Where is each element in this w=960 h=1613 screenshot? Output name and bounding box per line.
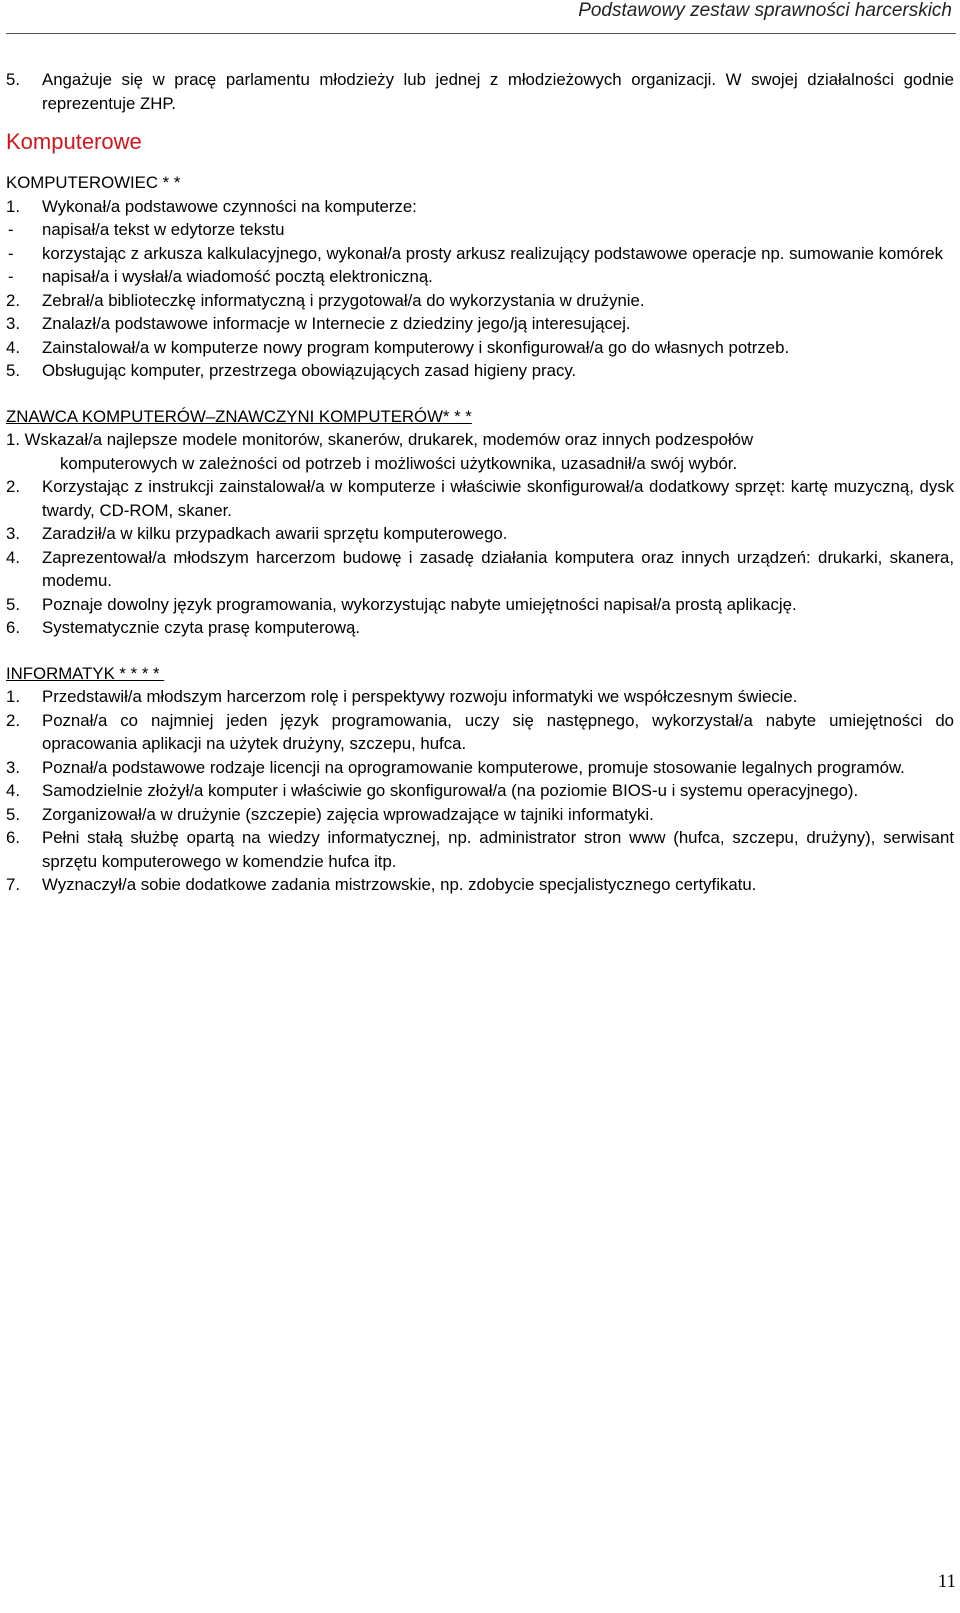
list-item (6, 546, 954, 593)
sub-list-item (6, 218, 954, 242)
item-text: Poznał/a co najmniej jeden język programowania, uczy się następnego, wykorzystał/a nabyte umiejętności do opracowania aplikacji na użytek drużyny, szczepu, hufca. (42, 710, 954, 753)
item-number: 5. (6, 361, 20, 380)
item-number: 5. (6, 804, 20, 824)
item-number: 3. (6, 757, 20, 777)
item-text: Przedstawił/a młodszym harcerzom rolę i perspektywy rozwoju informatyki we współczesnym świecie. (42, 687, 798, 706)
item-text: Poznaje dowolny język programowania, wykorzystując nabyte umiejętności napisał/a prostą aplikację. (42, 594, 797, 614)
item-text: Zainstalował/a w komputerze nowy program komputerowy i skonfigurował/a go do własnych potrzeb. (42, 337, 790, 357)
item-number: 6. (6, 828, 20, 847)
item-number: 6. (6, 618, 20, 637)
list-item (6, 779, 954, 803)
badge-title-informatyk: INFORMATYK * * * * (6, 663, 165, 683)
list-item (6, 756, 954, 780)
list-item (6, 616, 954, 640)
list-item (6, 475, 954, 522)
sub-item-text: korzystając z arkusza kalkulacyjnego, wykonał/a prosty arkusz realizujący podstawowe operacje np. sumowanie komórek (42, 243, 944, 263)
item-number: 3. (6, 314, 20, 333)
dash-bullet: - (8, 243, 14, 263)
list-item: 1. Wskazał/a najlepsze modele monitorów, skanerów, drukarek, modemów oraz innych podzespołów (6, 430, 754, 449)
item-text: Pełni stałą służbę opartą na wiedzy informatycznej, np. administrator stron www (hufca, szczepu, drużyny), serwisant sprzętu komputerowego w komendzie hufca itp. (42, 828, 954, 871)
page-number: 11 (937, 1571, 956, 1592)
badge-title-komputerowiec: KOMPUTEROWIEC * * (6, 173, 181, 192)
section-title: Komputerowe (6, 129, 142, 154)
item-number: 2. (6, 710, 20, 730)
item-text: Wykonał/a podstawowe czynności na komputerze: (42, 196, 417, 216)
sub-list-item (6, 242, 954, 266)
item-text: Poznał/a podstawowe rodzaje licencji na oprogramowanie komputerowe, promuje stosowanie legalnych programów. (42, 757, 905, 777)
item-number: 4. (6, 337, 20, 357)
list-item (6, 709, 954, 756)
badge-title-znawca: ZNAWCA KOMPUTERÓW–ZNAWCZYNI KOMPUTERÓW* * * (6, 406, 472, 426)
item-number: 4. (6, 547, 20, 567)
item-text: Samodzielnie złożył/a komputer i właściwie go skonfigurował/a (na poziomie BIOS-u i systemu operacyjnego). (42, 781, 859, 800)
list-item (6, 593, 954, 617)
list-item (6, 873, 954, 897)
list-item (6, 685, 954, 709)
running-header: Podstawowy zestaw sprawności harcerskich (578, 0, 952, 21)
list-item (6, 826, 954, 873)
item-number: 5. (6, 594, 20, 614)
item-number: 4. (6, 781, 20, 800)
item-text: Korzystając z instrukcji zainstalował/a w komputerze i właściwie skonfigurował/a dodatkowy sprzęt: kartę muzyczną, dysk twardy, CD-ROM, skaner. (42, 477, 954, 520)
item-text: Zaradził/a w kilku przypadkach awarii sprzętu komputerowego. (42, 524, 508, 543)
list-item (6, 359, 954, 383)
item-text: Wyznaczył/a sobie dodatkowe zadania mistrzowskie, np. zdobycie specjalistycznego certyfikatu. (42, 875, 757, 894)
item-text: Angażuje się w pracę parlamentu młodzieży lub jednej z młodzieżowych organizacji. W swojej działalności godnie reprezentuje ZHP. (42, 70, 954, 113)
item-text: Zebrał/a biblioteczkę informatyczną i przygotował/a do wykorzystania w drużynie. (42, 290, 645, 310)
dash-bullet: - (8, 267, 14, 286)
list-item (6, 803, 954, 827)
item-text: Obsługując komputer, przestrzega obowiązujących zasad higieny pracy. (42, 361, 577, 380)
list-item (6, 312, 954, 336)
item-text: Znalazł/a podstawowe informacje w Internecie z dziedziny jego/ją interesującej. (42, 314, 631, 333)
item-text: Zorganizował/a w drużynie (szczepie) zajęcia wprowadzające w tajniki informatyki. (42, 804, 654, 824)
list-item-continuation: komputerowych w zależności od potrzeb i możliwości użytkownika, uzasadnił/a swój wybór. (60, 453, 738, 473)
item-number: 2. (6, 290, 20, 310)
item-number: 1. (6, 196, 20, 216)
intro-item (6, 68, 954, 115)
header-rule (6, 33, 956, 34)
item-text: Zaprezentował/a młodszym harcerzom budowę i zasadę działania komputera oraz innych urządzeń: drukarki, skanera, modemu. (42, 547, 954, 590)
dash-bullet: - (8, 220, 14, 239)
item-number: 3. (6, 524, 20, 543)
item-number: 2. (6, 477, 20, 496)
list-item (6, 522, 954, 546)
item-text: Systematycznie czyta prasę komputerową. (42, 618, 361, 637)
sub-item-text: napisał/a i wysłał/a wiadomość pocztą elektroniczną. (42, 267, 433, 286)
list-item (6, 336, 954, 360)
sub-item-text: napisał/a tekst w edytorze tekstu (42, 220, 285, 239)
item-number: 5. (6, 70, 20, 89)
item-number: 7. (6, 875, 20, 894)
list-item (6, 289, 954, 313)
item-number: 1. (6, 687, 20, 706)
list-item (6, 195, 954, 219)
page-content (6, 68, 954, 897)
sub-list-item (6, 265, 954, 289)
